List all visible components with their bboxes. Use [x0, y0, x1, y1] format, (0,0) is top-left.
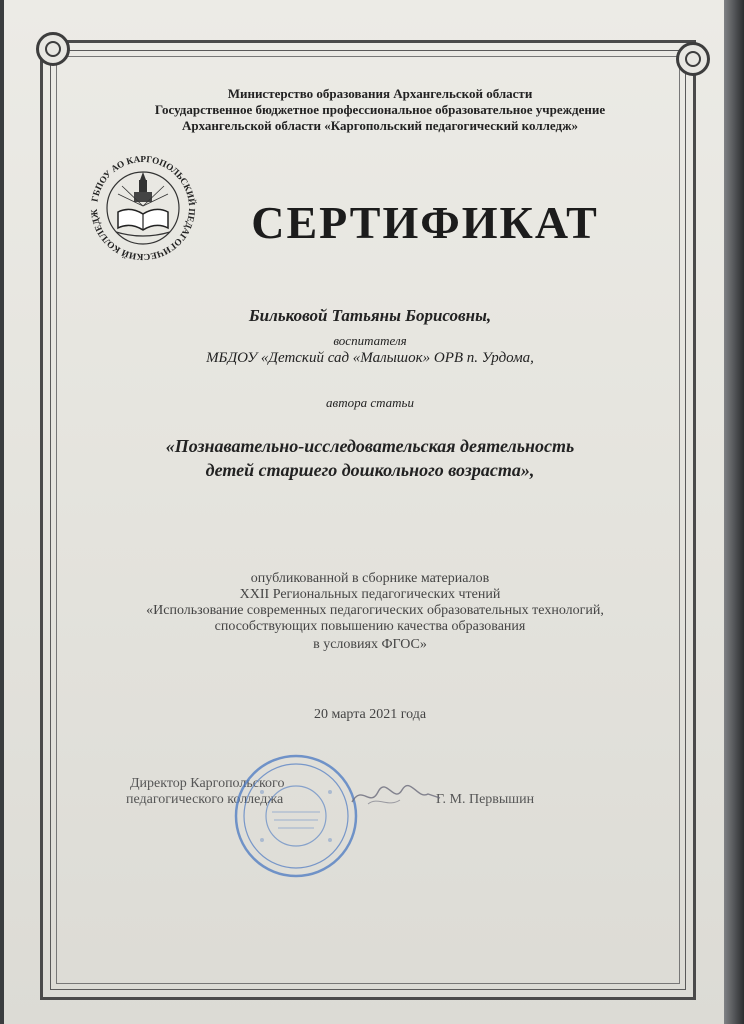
publication-line-1: опубликованной в сборнике материалов — [250, 571, 490, 586]
director-name: Г. М. Первышин — [436, 792, 535, 807]
article-title-line-1: «Познавательно-исследовательская деятельность — [165, 436, 575, 456]
recipient-organization: МБДОУ «Детский сад «Малышок» ОРВ п. Урдома, — [206, 350, 534, 366]
certificate-title: СЕРТИФИКАТ — [251, 197, 599, 248]
logo-ring-text: ГБПОУ АО КАРГОПОЛЬСКИЙ ПЕДАГОГИЧЕСКИЙ КОЛЛЕДЖ — [88, 153, 198, 263]
header-institution-name: Архангельской области «Каргопольский педагогический колледж» — [181, 118, 579, 133]
header-institution-type: Государственное бюджетное профессиональное образовательное учреждение — [154, 102, 606, 117]
publication-line-5: в условиях ФГОС» — [313, 637, 427, 652]
corner-ornament-top-right — [676, 42, 710, 76]
svg-text:ГБПОУ АО КАРГОПОЛЬСКИЙ ПЕДАГОГ — [89, 154, 197, 262]
official-stamp — [232, 752, 360, 880]
header-ministry: Министерство образования Архангельской области — [227, 86, 533, 101]
director-title-line-2: педагогического колледжа — [126, 792, 284, 807]
publication-date: 20 марта 2021 года — [313, 707, 427, 722]
director-title-line-1: Директор Каргопольского — [130, 776, 285, 791]
corner-ornament-top-left — [36, 32, 70, 66]
director-signature — [348, 774, 444, 814]
recipient-position: воспитателя — [333, 333, 407, 348]
recipient-name: Бильковой Татьяны Борисовны, — [248, 306, 492, 325]
publication-line-2: XXII Региональных педагогических чтений — [239, 587, 501, 602]
publication-line-3: «Использование современных педагогических образовательных технологий, — [146, 603, 604, 618]
background-edge — [724, 0, 744, 1024]
author-label: автора статьи — [326, 395, 414, 410]
college-logo-emblem — [88, 150, 198, 266]
publication-line-4: способствующих повышению качества образования — [214, 619, 526, 634]
article-title-line-2: детей старшего дошкольного возраста», — [205, 460, 535, 480]
